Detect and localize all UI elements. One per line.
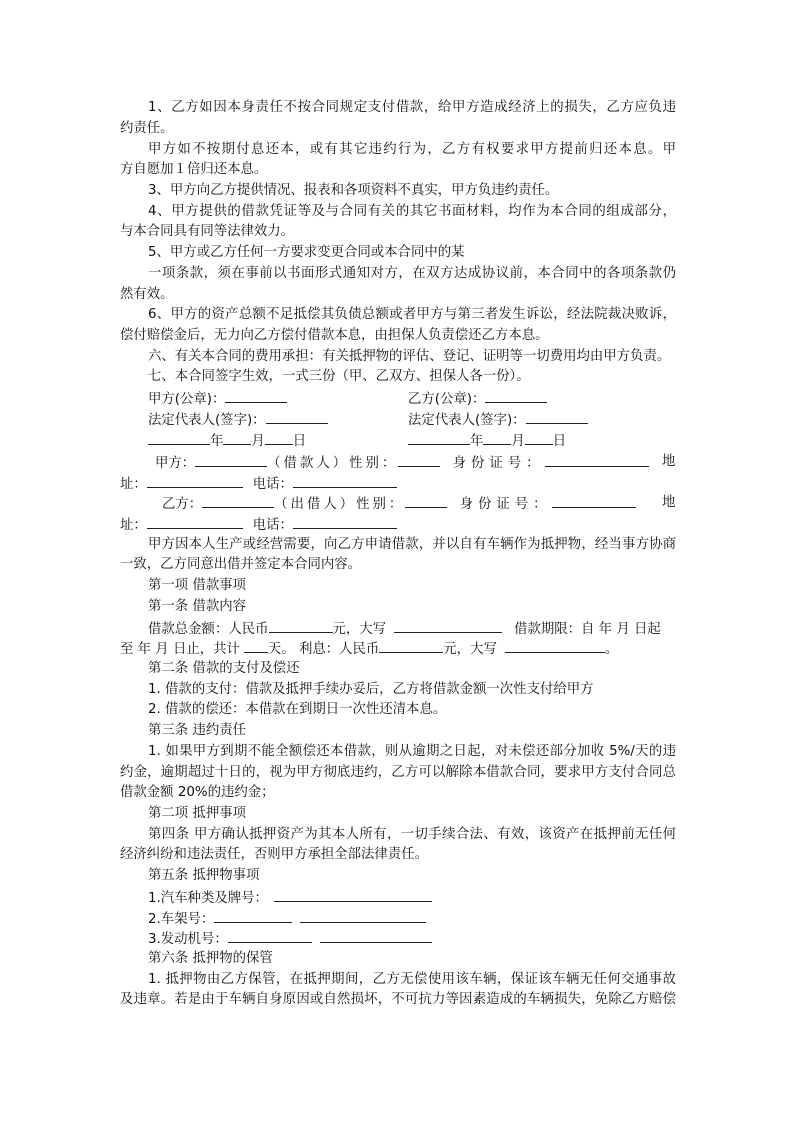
year-label: 年 <box>210 434 224 449</box>
car-frame-field[interactable] <box>214 908 292 923</box>
date-b <box>408 430 566 453</box>
body-line: 第二项 抵押事项 <box>148 806 246 821</box>
blank-line[interactable] <box>485 388 547 403</box>
address-tail: 地 <box>662 495 676 510</box>
blank-line[interactable] <box>483 430 511 445</box>
clause-line: 然有效。 <box>120 287 174 302</box>
party-b-address <box>120 514 397 537</box>
party-a-label: 甲方： <box>155 456 196 471</box>
address-label: 址： <box>120 477 147 492</box>
clause-line: 约责任。 <box>120 121 174 136</box>
month-label: 月 <box>511 434 525 449</box>
blank-line[interactable] <box>552 493 636 508</box>
body-line: 第四条 甲方确认抵押资产为其本人所有，一切手续合法、有效，该资产在抵押前无任何 <box>148 827 676 842</box>
clause-line: 甲方如不按期付息还本，或有其它违约行为，乙方有权要求甲方提前归还本息。甲 <box>148 142 676 157</box>
body-line: 第二条 借款的支付及偿还 <box>148 661 300 676</box>
blank-line[interactable] <box>269 618 333 633</box>
id-label: 身份证号： <box>459 497 552 512</box>
party-b-seal <box>408 388 547 411</box>
body-line: 1. 借款的支付：借款及抵押手续办妥后，乙方将借款金额一次性支付给甲方 <box>148 682 594 697</box>
blank-line[interactable] <box>265 430 293 445</box>
caps-label: 元，大写 <box>332 622 387 637</box>
blank-line[interactable] <box>545 452 649 467</box>
interest-label: 天。 利息：人民币 <box>267 642 380 657</box>
blank-line[interactable] <box>320 928 432 943</box>
body-line: 第一条 借款内容 <box>148 599 246 614</box>
blank-line[interactable] <box>195 452 267 467</box>
body-line: 经济纠纷和违法责任，否则甲方承担全部法律责任。 <box>120 847 428 862</box>
clause-line: 与本合同具有同等法律效力。 <box>120 224 295 239</box>
car-type-label: 1.汽车种类及牌号： <box>148 891 268 906</box>
body-line: 甲方因本人生产或经营需要，向乙方申请借款，并以自有车辆作为抵押物，经当事方协商 <box>148 537 676 552</box>
body-line: 1. 如果甲方到期不能全额偿还本借款，则从逾期之日起，对未偿还部分加收 5%/天的违 <box>148 744 676 759</box>
clause-line: 5、甲方或乙方任何一方要求变更合同或本合同中的某 <box>148 245 465 260</box>
body-line: 第六条 抵押物的保管 <box>148 951 273 966</box>
blank-line[interactable] <box>147 473 243 488</box>
blank-line[interactable] <box>405 493 447 508</box>
blank-line[interactable] <box>147 514 243 529</box>
clause-line: 方自愿加１倍归还本息。 <box>120 162 268 177</box>
period-mark: 。 <box>604 642 619 657</box>
blank-line[interactable] <box>293 514 397 529</box>
clause-line: 七、本合同签字生效，一式三份（甲、乙双方、担保人各一份）。 <box>148 369 530 384</box>
car-type-line <box>148 887 432 910</box>
party-a-line <box>155 452 676 475</box>
blank-line[interactable] <box>394 618 502 633</box>
body-line: 及违章。若是由于车辆自身原因或自然损坏，不可抗力等因素造成的车辆损失，免除乙方赔偿 <box>120 992 676 1007</box>
clause-line: 一项条款，须在事前以书面形式通知对方，在双方达成协议前，本合同中的各项条款仍 <box>148 266 676 281</box>
rep-a-label: 法定代表人(签字)： <box>148 413 266 428</box>
phone-label: 电话： <box>252 477 293 492</box>
blank-line[interactable] <box>526 409 588 424</box>
phone-label: 电话： <box>252 518 293 533</box>
blank-line[interactable] <box>300 908 426 923</box>
borrower-role: （借款人）性别： <box>267 456 399 471</box>
loan-to-label: 至 年 月 日止，共计 <box>120 642 240 657</box>
loan-interest-line <box>120 638 618 661</box>
rep-b-label: 法定代表人(签字)： <box>408 413 526 428</box>
blank-line[interactable] <box>148 430 210 445</box>
blank-line[interactable] <box>244 638 268 653</box>
blank-line[interactable] <box>293 473 397 488</box>
blank-line[interactable] <box>379 638 443 653</box>
date-a <box>148 430 306 453</box>
body-line: 第一项 借款事项 <box>148 578 246 593</box>
body-line: 第五条 抵押物事项 <box>148 868 260 883</box>
party-a-seal-label: 甲方(公章)： <box>148 392 226 407</box>
rep-a <box>148 409 328 432</box>
clause-line: 六、有关本合同的费用承担：有关抵押物的评估、登记、证明等一切费用均由甲方负责。 <box>148 349 671 364</box>
body-line: 2. 借款的偿还：本借款在到期日一次性还清本息。 <box>148 702 447 717</box>
day-label: 日 <box>552 434 567 449</box>
car-engine-label: 3.发动机号： <box>148 932 228 947</box>
blank-line[interactable] <box>525 430 553 445</box>
party-b-seal-label: 乙方(公章)： <box>408 392 486 407</box>
car-engine-line <box>148 928 432 951</box>
clause-line: 6、甲方的资产总额不足抵偿其负债总额或者甲方与第三者发生诉讼，经法院裁决败诉， <box>148 307 676 322</box>
body-line: 约金，逾期超过十日的，视为甲方彻底违约，乙方可以解除本借款合同，要求甲方支付合同总 <box>120 765 676 780</box>
address-tail: 地 <box>662 454 676 469</box>
car-frame-label: 2.车架号： <box>148 912 215 927</box>
blank-line[interactable] <box>225 388 287 403</box>
car-engine-field[interactable] <box>228 928 312 943</box>
clause-line: 偿付赔偿金后，无力向乙方偿付借款本息，由担保人负责偿还乙方本息。 <box>120 328 549 343</box>
blank-line[interactable] <box>266 409 328 424</box>
car-type-field[interactable] <box>274 887 432 902</box>
blank-line[interactable] <box>505 638 605 653</box>
party-b-label: 乙方： <box>162 497 203 512</box>
clause-line: 4、甲方提供的借款凭证等及与合同有关的其它书面材料，均作为本合同的组成部分， <box>148 204 676 219</box>
loan-total-label: 借款总金额：人民币 <box>148 622 269 637</box>
month-label: 月 <box>251 434 265 449</box>
blank-line[interactable] <box>398 452 440 467</box>
blank-line[interactable] <box>408 430 470 445</box>
body-line: 借款金额 20%的违约金； <box>120 785 275 800</box>
body-line: 1. 抵押物由乙方保管，在抵押期间，乙方无偿使用该车辆，保证该车辆无任何交通事故 <box>148 972 676 987</box>
clause-line: 1、乙方如因本身责任不按合同规定支付借款，给甲方造成经济上的损失，乙方应负违 <box>148 100 676 115</box>
clause-line: 3、甲方向乙方提供情况、报表和各项资料不真实，甲方负违约责任。 <box>148 183 559 198</box>
blank-line[interactable] <box>202 493 274 508</box>
blank-line[interactable] <box>223 430 251 445</box>
loan-period-label: 借款期限：自 年 月 日起 <box>514 622 661 637</box>
party-b-line <box>162 493 676 516</box>
party-a-seal <box>148 388 287 411</box>
lender-role: （出借人）性别： <box>274 497 406 512</box>
id-label: 身份证号： <box>452 456 545 471</box>
body-line: 第三条 违约责任 <box>148 723 246 738</box>
caps-label: 元，大写 <box>443 642 497 657</box>
day-label: 日 <box>292 434 307 449</box>
year-label: 年 <box>470 434 484 449</box>
rep-b <box>408 409 588 432</box>
address-label: 址： <box>120 518 147 533</box>
body-line: 一致，乙方同意出借并签定本合同内容。 <box>120 557 362 572</box>
